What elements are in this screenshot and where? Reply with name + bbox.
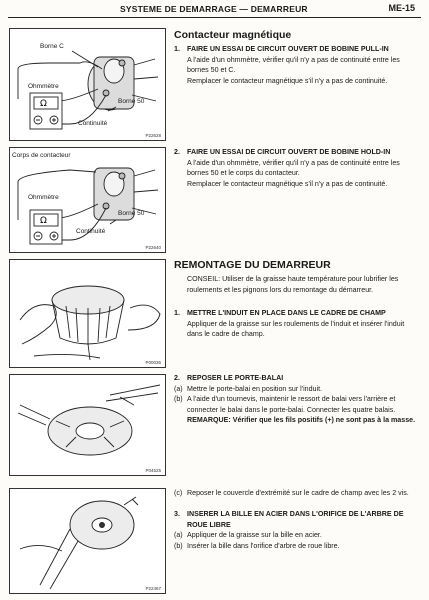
fig2-code: P22640 (145, 245, 161, 250)
substep-mark: (b) (174, 395, 183, 403)
step-pull-in (174, 44, 419, 86)
fig2-label-corps: Corps de contacteur (12, 152, 71, 159)
figure-brush-holder (9, 374, 166, 476)
step-title: REPOSER LE PORTE-BALAI (187, 374, 284, 382)
steel-ball-drawing (10, 489, 165, 593)
figure-hold-in-test (9, 147, 166, 253)
fig4-code: P04525 (145, 468, 161, 473)
fig2-label-borne-50: Borne 50 (118, 210, 145, 217)
step-note: Remplacer le contacteur magnétique s'il n'y a pas de continuité. (187, 179, 388, 188)
substep-a (174, 384, 419, 395)
substep-mark: (a) (174, 384, 183, 393)
step-number: 2. (174, 374, 180, 382)
step-hold-in (174, 147, 419, 189)
substep-mark: (a) (174, 531, 183, 539)
substep-a (174, 530, 419, 541)
substep-mark: (b) (174, 541, 183, 550)
step-title: FAIRE UN ESSAI DE CIRCUIT OUVERT DE BOBINE PULL-IN (187, 45, 389, 53)
figure-steel-ball (9, 488, 166, 594)
fig1-label-continuite: Continuité (78, 120, 108, 127)
step-number: 1. (174, 309, 180, 317)
fig2-label-ohmmetre: Ohmmètre (28, 194, 59, 201)
section-title-remontage: REMONTAGE DU DEMARREUR (174, 259, 331, 271)
step-end-cover (174, 488, 419, 499)
substep-b (174, 541, 419, 552)
substep-c (174, 488, 419, 499)
step-body: Appliquer de la graisse sur les roulements de l'induit et insérer l'induit dans le cadre de champ. (187, 319, 405, 338)
fig1-label-borne-c: Borne C (40, 43, 64, 50)
brush-holder-drawing (10, 375, 165, 475)
figure-armature-insertion (9, 259, 166, 368)
page-header (0, 0, 429, 20)
omega-icon: Ω (40, 216, 47, 226)
page-number: ME-15 (388, 3, 415, 13)
substep-text: Reposer le couvercle d'extrémité sur le cadre de champ avec les 2 vis. (187, 489, 409, 497)
step-steel-ball (174, 509, 419, 551)
step-body: A l'aide d'un ohmmètre, vérifier qu'il n'y a pas de continuité entre les bornes 50 et C. (187, 55, 400, 74)
step-title: FAIRE UN ESSAI DE CIRCUIT OUVERT DE BOBINE HOLD-IN (187, 148, 391, 156)
step-number: 3. (174, 510, 180, 518)
fig1-label-borne-50: Borne 50 (118, 98, 145, 105)
substep-text: Insérer la bille dans l'orifice d'arbre de roue libre. (187, 541, 340, 550)
fig3-code: P00036 (145, 360, 161, 365)
section-title-contacteur: Contacteur magnétique (174, 29, 292, 41)
conseil-note (174, 274, 419, 295)
header-rule (8, 17, 421, 18)
step-note: Remplacer le contacteur magnétique s'il n'y a pas de continuité. (187, 76, 388, 85)
step-title: INSERER LA BILLE EN ACIER DANS L'ORIFICE DE L'ARBRE DE ROUE LIBRE (187, 510, 404, 529)
omega-icon: Ω (40, 99, 47, 109)
fig5-code: P22467 (145, 586, 161, 591)
step-brush-holder (174, 373, 419, 426)
conseil-text: CONSEIL: Utiliser de la graisse haute température pour lubrifier les roulements et les pignons lors du remontage du démarreur. (187, 275, 399, 294)
armature-drawing (10, 260, 165, 367)
step-number: 2. (174, 148, 180, 156)
substep-text: Appliquer de la graisse sur la bille en acier. (187, 531, 322, 539)
header-title: SYSTEME DE DEMARRAGE — DEMARREUR (120, 4, 308, 14)
substep-b (174, 394, 419, 415)
remark-text: REMARQUE: Vérifier que les fils positifs (+) ne sont pas à la masse. (187, 416, 416, 424)
step-title: METTRE L'INDUIT EN PLACE DANS LE CADRE DE CHAMP (187, 309, 386, 317)
substep-text: Mettre le porte-balai en position sur l'induit. (187, 384, 323, 393)
substep-mark: (c) (174, 489, 183, 497)
step-armature (174, 308, 419, 340)
substep-text: A l'aide d'un tournevis, maintenir le ressort de balai vers l'arrière et connecter le balai dans le porte-balai. Connecter les quatre balais. (187, 395, 396, 414)
fig2-label-continuite: Continuité (76, 228, 106, 235)
fig1-label-ohmmetre: Ohmmètre (28, 83, 59, 90)
step-number: 1. (174, 45, 180, 53)
figure-pull-in-test (9, 28, 166, 141)
step-body: A l'aide d'un ohmmètre, vérifier qu'il n'y a pas de continuité entre les bornes 50 et le corps du contacteur. (187, 158, 400, 177)
fig1-code: P22628 (145, 133, 161, 138)
